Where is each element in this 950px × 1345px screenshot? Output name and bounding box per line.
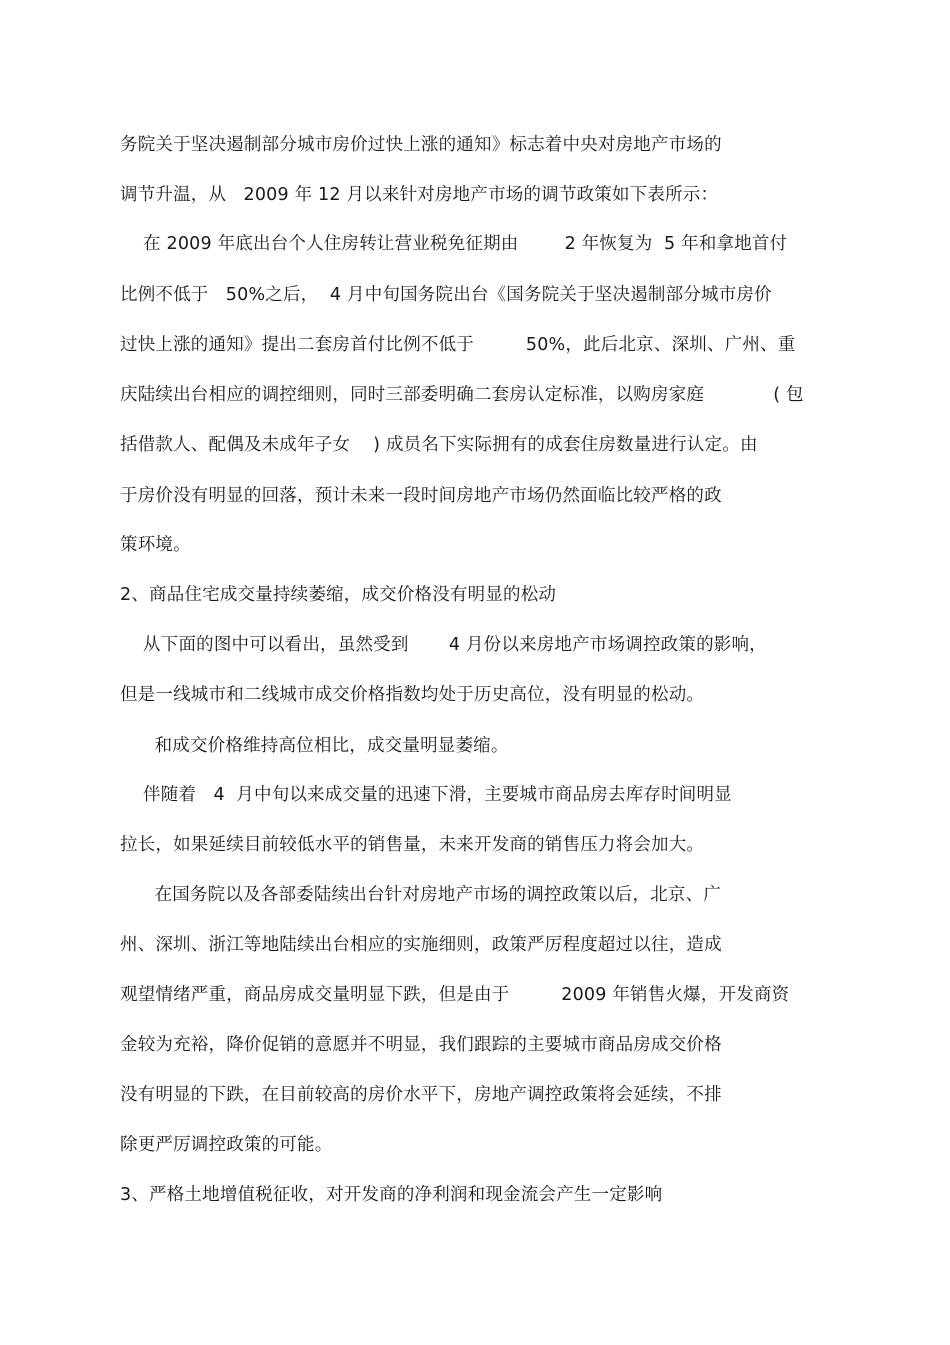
paragraph-line: 没有明显的下跌，在目前较高的房价水平下，房地产调控政策将会延续，不排 <box>120 1085 722 1105</box>
paragraph-line: 拉长，如果延续目前较低水平的销售量，未来开发商的销售压力将会加大。 <box>120 835 705 855</box>
paragraph-line: 从下面的图中可以看出，虽然受到 4 月份以来房地产市场调控政策的影响， <box>120 635 767 655</box>
paragraph-line: 金较为充裕，降价促销的意愿并不明显，我们跟踪的主要城市商品房成交价格 <box>120 1035 722 1055</box>
paragraph-line: 州、深圳、浙江等地陆续出台相应的实施细则，政策严厉程度超过以往，造成 <box>120 935 722 955</box>
paragraph-line: 于房价没有明显的回落，预计未来一段时间房地产市场仍然面临比较严格的政 <box>120 486 722 506</box>
paragraph-line: 在 2009 年底出台个人住房转让营业税免征期由 2 年恢复为 5 年和拿地首付 <box>120 234 788 254</box>
paragraph-line: 在国务院以及各部委陆续出台针对房地产市场的调控政策以后，北京、广 <box>120 885 721 905</box>
paragraph-line: 比例不低于 50%之后， 4 月中旬国务院出台《国务院关于坚决遏制部分城市房价 <box>120 285 772 305</box>
paragraph-line: 策环境。 <box>120 535 191 555</box>
paragraph-line: 庆陆续出台相应的调控细则，同时三部委明确二套房认定标准，以购房家庭 ( 包 <box>120 385 804 405</box>
section-heading: 2、商品住宅成交量持续萎缩，成交价格没有明显的松动 <box>120 585 557 605</box>
paragraph-line: 过快上涨的通知》提出二套房首付比例不低于 50%，此后北京、深圳、广州、重 <box>120 335 796 355</box>
paragraph-line: 调节升温，从 2009 年 12 月以来针对房地产市场的调节政策如下表所示： <box>120 185 719 205</box>
paragraph-line: 伴随着 4 月中旬以来成交量的迅速下滑，主要城市商品房去库存时间明显 <box>120 785 732 805</box>
paragraph-line: 务院关于坚决遏制部分城市房价过快上涨的通知》标志着中央对房地产市场的 <box>120 135 722 155</box>
paragraph-line: 和成交价格维持高位相比，成交量明显萎缩。 <box>120 736 509 756</box>
paragraph-line: 括借款人、配偶及未成年子女 ) 成员名下实际拥有的成套住房数量进行认定。由 <box>120 435 758 455</box>
paragraph-line: 除更严厉调控政策的可能。 <box>120 1135 333 1155</box>
paragraph-line: 但是一线城市和二线城市成交价格指数均处于历史高位，没有明显的松动。 <box>120 685 705 705</box>
section-heading: 3、严格土地增值税征收，对开发商的净利润和现金流会产生一定影响 <box>120 1185 663 1205</box>
paragraph-line: 观望情绪严重，商品房成交量明显下跌，但是由于 2009 年销售火爆，开发商资 <box>120 985 790 1005</box>
